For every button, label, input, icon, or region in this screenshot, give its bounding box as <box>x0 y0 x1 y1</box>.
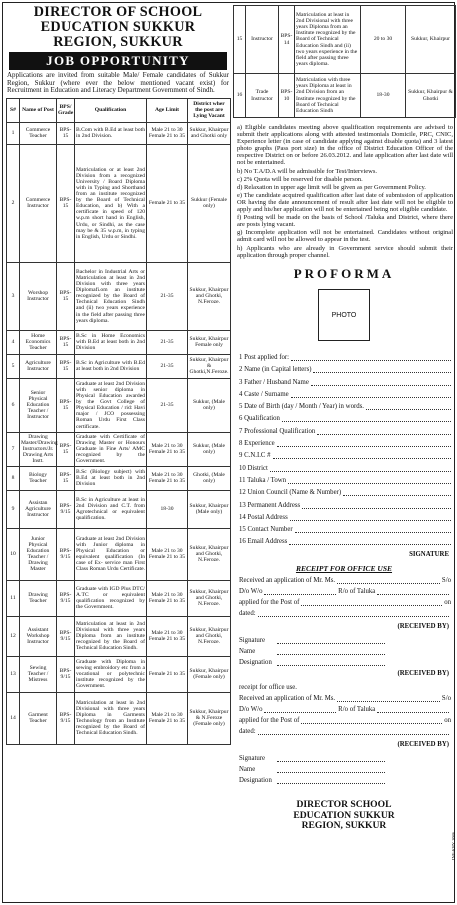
proforma-field <box>239 484 451 496</box>
so-label-2: S/o <box>441 695 451 703</box>
proforma-field-line[interactable] <box>277 440 451 447</box>
cell-sn: 4 <box>7 330 20 354</box>
cell-sn: 15 <box>234 6 246 74</box>
cell-age: 21-35 <box>147 262 188 330</box>
cell-post: Trade Instructor <box>246 74 279 118</box>
received-by-2: (RECEIVED BY) <box>397 670 449 678</box>
proforma-field-label: 8 Experience <box>239 440 275 448</box>
note-item: a) Eligible candidates meeting above qualification requirements are advised to submit their applications along with attested testimonials Domicile, PRC, CNIC, Experience letter (in case of candidate applying against disable quota) and 3 latest photo graphs (Pass port size) in the office of District Education Officer of the respective District on or before 26.03.2012. and late application after last date will not be entertained. <box>237 124 453 167</box>
cell-district: Sukkur, Khairpur & N.Feroze (Female only) <box>188 692 231 744</box>
table-row <box>7 616 231 656</box>
cell-post: Commerce Instructor <box>20 144 57 262</box>
designation-line-1 <box>239 655 385 666</box>
cell-post: Assistant Workshop Instructor <box>20 616 57 656</box>
cell-bps: BPS-9/15 <box>57 490 75 528</box>
on-label-2: on <box>444 717 451 725</box>
cell-post: Drawing Teacher <box>20 580 57 616</box>
name-line-1 <box>239 644 385 655</box>
signature-line-1 <box>239 633 385 644</box>
right-column <box>233 5 455 900</box>
cell-sn: 13 <box>7 656 20 692</box>
header-line-3: REGION, SUKKUR <box>53 34 183 50</box>
jobs-table-header <box>7 98 231 122</box>
cell-bps: BPS-15 <box>57 262 75 330</box>
proforma-field-label: 9 C.N.I.C # <box>239 452 271 460</box>
cell-bps: BPS-15 <box>57 378 75 432</box>
cell-bps: BPS-9/15 <box>57 528 75 580</box>
cell-bps: BPS-9/15 <box>57 616 75 656</box>
cell-district: Sukkur, Khairpur (Female only) <box>188 656 231 692</box>
table-row <box>7 262 231 330</box>
cell-district: Sukkur, Khairpur and Ghotki only <box>188 122 231 144</box>
cell-qual: B.Sc in Agriculture at least in 2nd Division and C.T. from Agrotechnical or equivalent qualification. <box>75 490 147 528</box>
cell-district: Sukkur, Khairpur (Male only) <box>188 490 231 528</box>
cell-age: 18-30 <box>361 74 406 118</box>
designation-label: Designation <box>239 659 272 667</box>
table-row <box>234 74 456 118</box>
proforma-field <box>239 422 451 434</box>
cell-qual: Matriculation with three years Diploma at least in 2nd Division from an Institute recognized by the Board of Technical Education Sindh <box>295 74 361 118</box>
proforma-field-line[interactable] <box>273 452 451 459</box>
photo-box: PHOTO <box>318 289 370 341</box>
so-label: S/o <box>441 577 451 585</box>
proforma-field <box>239 410 451 422</box>
cell-sn: 2 <box>7 144 20 262</box>
proforma-field-line[interactable] <box>289 538 451 545</box>
cell-qual: B.Sc in Agriculture with B.Ed at least both in 2nd Division <box>75 354 147 378</box>
proforma-field-label: 5 Date of Birth (day / Month / Year) in words. <box>239 403 364 411</box>
table-row <box>7 378 231 432</box>
cell-sn: 9 <box>7 490 20 528</box>
advertisement <box>2 2 455 903</box>
table-row <box>234 6 456 74</box>
dated-label: dated: <box>239 610 256 618</box>
cell-district: Sukkur, Khairpur <box>406 6 456 74</box>
received-by-3: (RECEIVED BY) <box>397 741 449 749</box>
cell-age: Female 21 to 35 <box>147 656 188 692</box>
cell-age: Male 21 to 30 Female 21 to 35 <box>147 616 188 656</box>
cell-age: Male 21 to 30 Female 21 to 35 <box>147 580 188 616</box>
proforma-field-line[interactable] <box>290 514 451 521</box>
col-header-post: Name of Post <box>20 98 57 122</box>
proforma-fields <box>239 349 451 546</box>
cell-qual: Bachelor in Industrial Arts or Matriculation at least in 2nd Division with three years Diplomafi.om an institute recognized by the Board of Technical Education Sindh and (ii) two years experience in the field after passing three years diploma. <box>75 262 147 330</box>
name-line-2 <box>239 762 385 773</box>
cell-district: Sukkur, Khairpur Female only <box>188 330 231 354</box>
name-label-2: Name <box>239 766 256 774</box>
reference-number: INF-KRY 1086 <box>451 832 456 860</box>
proforma-field-label: 6 Qualification <box>239 415 280 423</box>
table-row <box>7 466 231 490</box>
proforma-field-label: 16 Email Address <box>239 538 288 546</box>
cell-district: Sukkur, Khairpur and Ghotki, N.Feroze. <box>188 616 231 656</box>
proforma-field-line[interactable] <box>295 526 451 533</box>
proforma-field <box>239 509 451 521</box>
note-item: c) 2% Quota will be reserved for disable person. <box>237 175 363 183</box>
cell-sn: 16 <box>234 74 246 118</box>
table-row <box>7 122 231 144</box>
proforma-field <box>239 349 451 361</box>
col-header-age: Age Limit <box>147 98 188 122</box>
receipt-office-line <box>239 680 451 691</box>
proforma-field-label: 1 Post applied for: <box>239 353 290 361</box>
proforma-field <box>239 398 451 410</box>
cell-post: Senior Physical Education Teacher / Instructor <box>20 378 57 432</box>
cell-post: Assistan Agriculture Instructor <box>20 490 57 528</box>
proforma-signature: SIGNATURE <box>409 551 449 559</box>
signature-label: Signature <box>239 637 266 645</box>
cell-district: Sukkur, (Male only) <box>188 378 231 432</box>
proforma-field-label: 14 Postal Address <box>239 513 288 521</box>
proforma-field-line[interactable] <box>291 391 451 398</box>
col-header-district: District wher the post are Lying Vacant <box>188 98 231 122</box>
cell-age: 21-35 <box>147 354 188 378</box>
receipt-dowo-line <box>239 584 451 595</box>
cell-qual: Graduate with IGD Plus DTC/ A.TC or equivalent qualification recognized by the Government. <box>75 580 147 616</box>
cell-age: Male 21 to 30 Female 21 to 35 <box>147 432 188 466</box>
cell-district: Sukkur, Khairpur and Ghotki, N.Feroze. <box>188 528 231 580</box>
signature-label-2: Signature <box>239 755 266 763</box>
cell-post: Garment Teacher <box>20 692 57 744</box>
note-item: h) Applicants who are already in Government service should submit their application through proper channel. <box>237 244 453 259</box>
cell-bps: BPS-9/15 <box>57 692 75 744</box>
note-item: g) Incomplete application will not be entertained. Candidates without original admit card will not be allowed to appear in the test. <box>237 229 453 244</box>
cell-district: Sukkur (Female only) <box>188 144 231 262</box>
proforma-field <box>239 447 451 459</box>
cell-sn: 1 <box>7 122 20 144</box>
cell-qual: B.Sc in Home Economics with B.Ed at least both in 2nd Division <box>75 330 147 354</box>
proforma-field-label: 7 Professional Qualification <box>239 427 316 435</box>
dowo-label-2: D/o W/o <box>239 706 263 714</box>
proforma-field-line[interactable] <box>282 415 451 422</box>
proforma-field <box>239 435 451 447</box>
cell-qual: Matriculation at least in 2nd Divisional with three years Diploma from an Institute recognized by the Board of Technical Education Sindh and (ii) two years experience in the field after passing three years diploma. <box>295 6 361 74</box>
cell-sn: 5 <box>7 354 20 378</box>
cell-qual: Graduate at least 2nd Division with senior diploma in Physical Education awarded by the Govt College of Physical Education / rid: Havi major / JCO possessing Roman Urdu First Class certificate. <box>75 378 147 432</box>
footer-line-2: EDUCATION SUKKUR <box>293 809 395 821</box>
cell-age: Male 21 to 30 Female 21 to 35 <box>147 692 188 744</box>
table-row <box>7 330 231 354</box>
table-row <box>7 580 231 616</box>
cell-sn: 7 <box>7 432 20 466</box>
cell-district: Ghotki, (Male only) <box>188 466 231 490</box>
note-item: b) No T.A/D.A will be admissible for Test/Interviews. <box>237 167 377 175</box>
proforma-title: PROFORMA <box>293 265 395 281</box>
proforma-field <box>239 386 451 398</box>
proforma-field-label: 12 Union Council (Name & Number) <box>239 489 342 497</box>
cell-sn: 8 <box>7 466 20 490</box>
cell-bps: BPS-15 <box>57 144 75 262</box>
col-header-bps: BPS/ Grade <box>57 98 75 122</box>
ro-taluka-label-2: R/o of Taluka <box>338 706 376 714</box>
cell-sn: 6 <box>7 378 20 432</box>
proforma-field <box>239 533 451 545</box>
table-row <box>7 144 231 262</box>
cell-qual: B.Sc (Biology subject) with B.Ed at least both in 2nd Division <box>75 466 147 490</box>
signature-line-2 <box>239 751 385 762</box>
cell-post: Biology Teacher <box>20 466 57 490</box>
receipt-received-line <box>239 573 451 584</box>
applied-label-2: applied for the Post of <box>239 717 300 725</box>
note-item: e) The candidate acquired qualification after last date of submission of application OR having the date announcement of result after last date will not be eligible to apply and his/her application will not be entertained being not eligible candidate. <box>237 191 453 214</box>
cell-bps: BPS-15 <box>57 354 75 378</box>
table-row <box>7 354 231 378</box>
proforma-field <box>239 521 451 533</box>
cell-bps: BPS-14 <box>279 6 295 74</box>
cell-age: Male 21 to 30 Female 21 to 35 <box>147 528 188 580</box>
cell-district: Sukkur, (Male only) <box>188 432 231 466</box>
ro-taluka-label: R/o of Taluka <box>338 588 376 596</box>
jobs-table <box>6 98 231 745</box>
proforma-field-line[interactable] <box>288 477 451 484</box>
cell-post: Agriculture Instructor <box>20 354 57 378</box>
cell-age: 21-35 <box>147 378 188 432</box>
cell-qual: Matriculation at least in 2nd Divisional with three years Diploma from an institute recognized by the Board of Technical Education Sindh. <box>75 616 147 656</box>
table-row <box>7 656 231 692</box>
header-line-1: DIRECTOR OF SCHOOL <box>33 4 203 20</box>
cell-age: 21-35 <box>147 330 188 354</box>
proforma-field-line[interactable] <box>343 489 451 496</box>
header-line-2: EDUCATION SUKKUR <box>40 19 196 35</box>
receipt2-dated-line <box>239 724 451 735</box>
cell-district: Sukkur, Khairpur and Ghotki, N.Feroze. <box>188 262 231 330</box>
proforma-field-line[interactable] <box>317 428 451 435</box>
on-label: on <box>444 599 451 607</box>
cell-qual: Matriculation or at least 2nd Division from a recognized University / Board Diploma with in Typing and Shorthand from an institute recognized by the Board of Technical Education, and b) With a certificate in speed of 120 w.p.m short hand in English, Urdu, or Sindhi, as the case may be & 35 w.p.m, in typing in English, Urdu or Sindhi. <box>75 144 147 262</box>
table-row <box>7 692 231 744</box>
receipt2-dowo-line <box>239 702 451 713</box>
cell-post: Worshop Instructor <box>20 262 57 330</box>
cell-qual: Graduate with Diploma in sewing embroidory etc from a vocational or polytechnic institute recognized by the Government. <box>75 656 147 692</box>
cell-bps: BPS-10 <box>279 74 295 118</box>
cell-age: Female 21 to 35 <box>147 144 188 262</box>
intro-text: Applications are invited from suitable Male/ Female candidates of Sukkur Region, Sukkur (where ever the below mentioned vacant exist) for Recruitment in Education and Literacy Department Government of Sindh. <box>7 71 229 95</box>
cell-sn: 11 <box>7 580 20 616</box>
cell-post: Commerce Teacher <box>20 122 57 144</box>
designation-line-2 <box>239 773 385 784</box>
name-label: Name <box>239 648 256 656</box>
receipt-dated-line <box>239 606 451 617</box>
cell-post: Instructor <box>246 6 279 74</box>
table-row <box>7 432 231 466</box>
proforma-field <box>239 459 451 471</box>
cell-age: 18-30 <box>147 490 188 528</box>
proforma-field-label: 10 District <box>239 464 268 472</box>
note-item: d) Relaxation in upper age limit will be given as per Government Policy. <box>237 183 426 191</box>
footer-line-3: REGION, SUKKUR <box>301 820 387 832</box>
jobs-table-continued <box>233 5 456 118</box>
proforma-field <box>239 496 451 508</box>
table-row <box>7 490 231 528</box>
cell-qual: B.Com with B.Ed at least both in 2nd Division. <box>75 122 147 144</box>
proforma-field-label: 4 Caste / Surname <box>239 390 289 398</box>
receipt2-received-line <box>239 691 451 702</box>
cell-bps: BPS-15 <box>57 122 75 144</box>
applied-label: applied for the Post of <box>239 599 300 607</box>
cell-post: Home Economics Teacher <box>20 330 57 354</box>
cell-age: 20 to 30 <box>361 6 406 74</box>
proforma-field-line[interactable] <box>302 502 451 509</box>
received-label-2: Received an application of Mr. Ms. <box>239 695 336 703</box>
proforma-field-line[interactable] <box>311 379 451 386</box>
cell-post: Drawing Master/Drawing Instructors/Jr. Drawing Arts Instt. <box>21 434 58 465</box>
proforma-field <box>239 361 451 373</box>
cell-sn: 10 <box>7 528 20 580</box>
col-header-qualification: Qualification <box>75 98 147 122</box>
proforma-field <box>239 373 451 385</box>
proforma-field-line[interactable] <box>270 465 451 472</box>
cell-qual: Matriculation at least in 2nd Divisional with three years Diploma in Garments Technology from an Institute recognized by the Board of Technical Education Sindh. <box>75 692 147 744</box>
proforma-field-label: 13 Permanent Address <box>239 501 301 509</box>
proforma-field-label: 2 Name (in Capital letters) <box>239 366 312 374</box>
cell-qual: Graduate at least 2nd Division with Junior diploma in Physical Education or equivalent qualification (In case of Ex- service man First Class Roman Urdu Certificate. <box>75 528 147 580</box>
designation-label-2: Designation <box>239 777 272 785</box>
cell-age: Male 21 to 30 Female 21 to 35 <box>147 466 188 490</box>
notes <box>237 124 453 259</box>
cell-district: Sukkur, Khairpur & Ghotki,N.Feroze. <box>188 354 231 378</box>
note-item: f) Posting will be made on the basis of School /Taluka and District, where there are posts lying vacant. <box>237 214 453 229</box>
job-opportunity-banner: JOB OPPORTUNITY <box>9 52 227 70</box>
received-label: Received an application of Mr. Ms. <box>239 577 336 585</box>
proforma-field-label: 15 Contact Number <box>239 526 293 534</box>
table-row <box>7 528 231 580</box>
cell-post: Sewing Teacher / Mistress <box>20 656 57 692</box>
left-column <box>6 5 230 900</box>
cell-district: Sukkur, Khairpur and Ghotki, N.Feroze. <box>188 580 231 616</box>
cell-bps: BPS-9/15 <box>57 580 75 616</box>
receipt-applied-line <box>239 595 451 606</box>
receipt2-applied-line <box>239 713 451 724</box>
cell-sn: 14 <box>7 692 20 744</box>
cell-sn: 3 <box>7 262 20 330</box>
received-by-1: (RECEIVED BY) <box>397 623 449 631</box>
cell-district: Sukkur, Khairpur & Ghotki <box>406 74 456 118</box>
cell-post: Junior Physical Education Teacher / Drawing Master <box>20 528 57 580</box>
proforma-field-label: 3 Father / Husband Name <box>239 378 309 386</box>
receipt-title: RECEIPT FOR OFFICE USE <box>295 564 393 574</box>
dowo-label: D/o W/o <box>239 588 263 596</box>
cell-bps: BPS-15 <box>57 330 75 354</box>
proforma-field <box>239 472 451 484</box>
proforma-field-label: 11 Taluka / Town <box>239 476 287 484</box>
cell-qual: Graduate with Certificate of Drawing Master or Honours Graduate in Fine Arts/ AMC recognized by the Government. <box>76 434 145 465</box>
footer-line-1: DIRECTOR SCHOOL <box>296 799 392 811</box>
proforma-field-line[interactable] <box>291 354 451 361</box>
cell-age: Male 21 to 30 Female 21 to 35 <box>147 122 188 144</box>
proforma-field-line[interactable] <box>313 366 451 373</box>
cell-sn: 12 <box>7 616 20 656</box>
proforma-field-line[interactable] <box>366 403 451 410</box>
dated-label-2: dated: <box>239 728 256 736</box>
col-header-sn: S# <box>7 98 20 122</box>
cell-bps: BPS-15 <box>57 432 75 466</box>
cell-bps: BPS-9/15 <box>57 656 75 692</box>
cell-bps: BPS-15 <box>57 466 75 490</box>
receipt-for-label: receipt for office use. <box>239 684 297 692</box>
